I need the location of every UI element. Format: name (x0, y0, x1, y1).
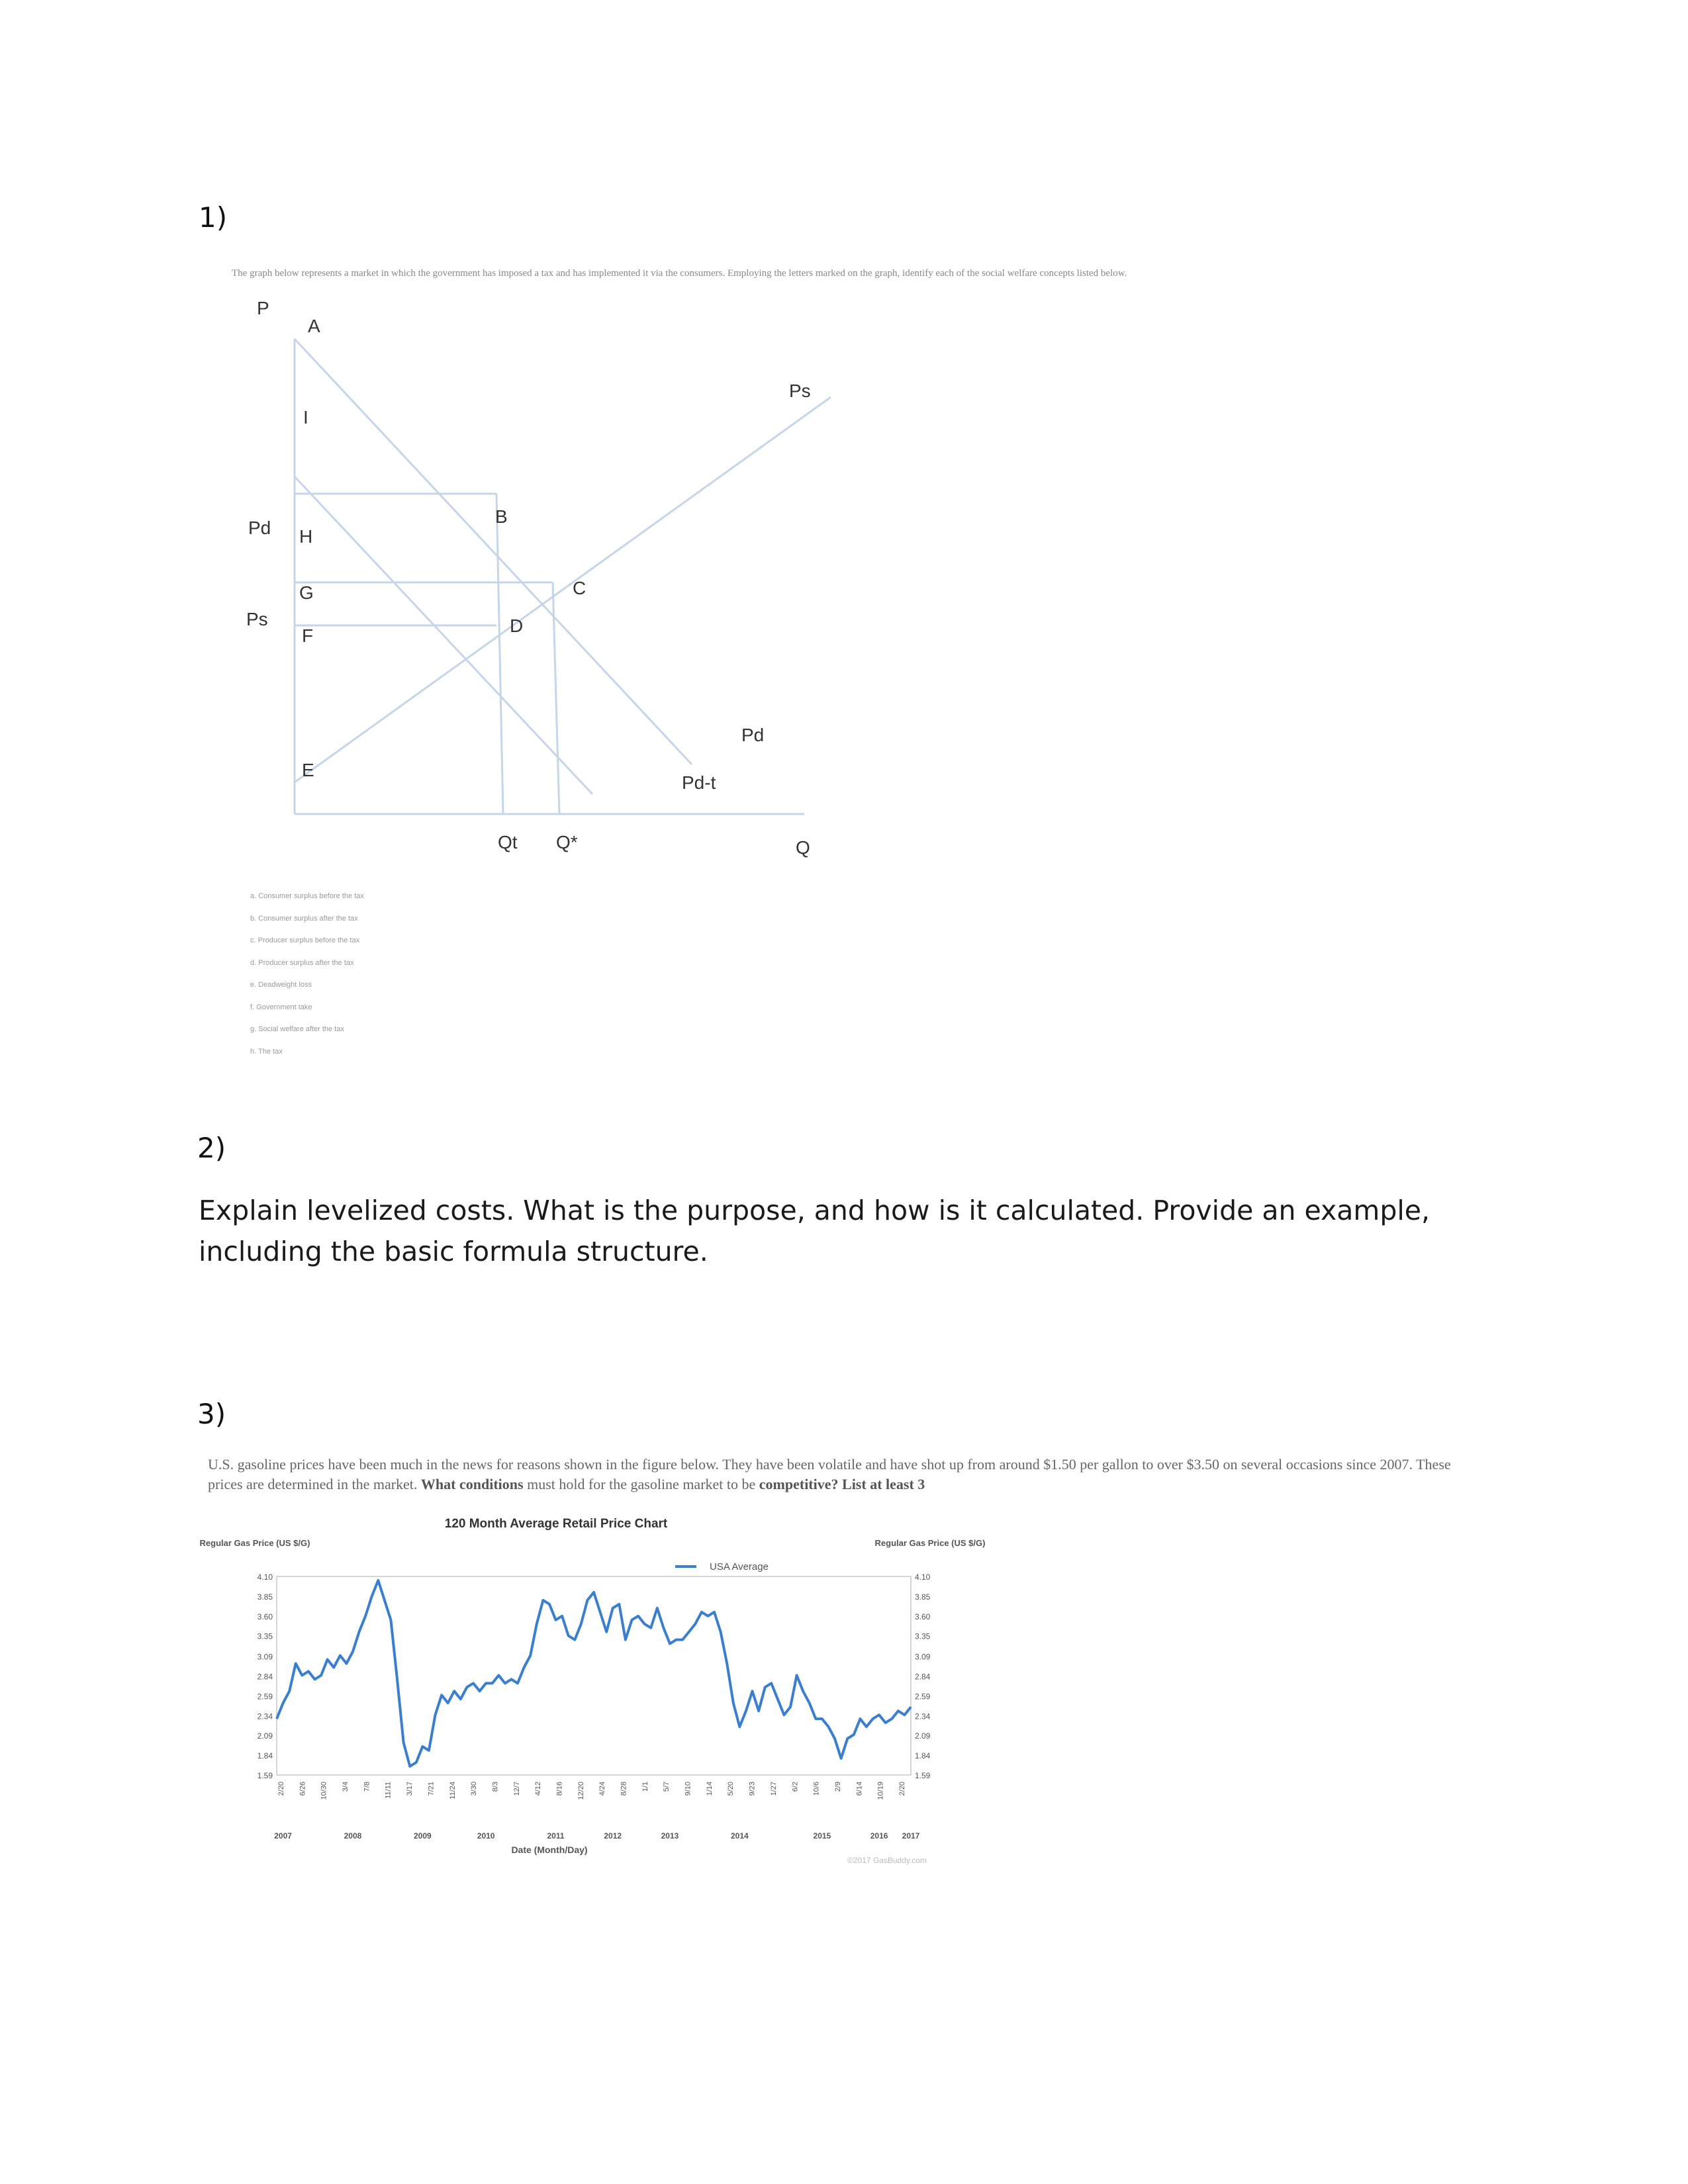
y-tick-label-right: 1.59 (915, 1771, 931, 1780)
y-tick-label-left: 4.10 (257, 1572, 273, 1582)
x-tick-label: 8/28 (620, 1782, 628, 1796)
y-ticks-left (258, 1572, 273, 1780)
y-tick-label-right: 3.35 (915, 1631, 931, 1641)
y-tick-label-right: 3.60 (915, 1612, 931, 1621)
x-tick-label: 11/11 (384, 1782, 393, 1799)
price-ps-label: Ps (246, 609, 268, 629)
x-year-label: 2008 (344, 1831, 362, 1841)
x-year-label: 2007 (274, 1831, 292, 1841)
x-year-labels (274, 1831, 919, 1841)
y-tick-label-left: 3.60 (257, 1612, 273, 1621)
x-year-label: 2015 (813, 1831, 831, 1841)
list-item: g. Social welfare after the tax (250, 1025, 344, 1033)
y-tick-label-right: 1.84 (915, 1751, 931, 1761)
x-tick-label: 9/23 (748, 1782, 757, 1796)
axis-q-label: Q (796, 837, 810, 858)
intro-bold-conditions: What conditions (420, 1476, 524, 1492)
x-tick-label: 4/24 (598, 1782, 607, 1796)
legend-label: USA Average (710, 1561, 769, 1572)
question-2-number: 2) (197, 1132, 226, 1164)
y-tick-label-right: 3.85 (915, 1592, 931, 1602)
y-axis-label-right: Regular Gas Price (US $/G) (874, 1538, 986, 1548)
intro-text: U.S. gasoline prices have been much in the news for reasons shown in the figure below. They have been volatile and have shot up from around $1.50 per gallon to over $3.50 on several occasions since 2007. These prices are determined in the market. (208, 1456, 1451, 1492)
point-f-label: F (302, 625, 314, 646)
x-tick-label: 4/12 (534, 1782, 543, 1796)
point-h-label: H (299, 526, 313, 547)
question-3-intro (208, 1455, 1479, 1494)
x-tick-label: 3/4 (342, 1782, 350, 1792)
demand-minus-tax-curve (295, 477, 592, 794)
welfare-concepts-list (250, 886, 364, 1063)
x-tick-label: 8/16 (555, 1782, 564, 1796)
x-tick-label: 12/20 (577, 1782, 585, 1800)
x-axis-label: Date (Month/Day) (511, 1844, 588, 1855)
list-item: d. Producer surplus after the tax (250, 958, 354, 967)
x-tick-label: 5/7 (663, 1782, 671, 1792)
y-tick-label-right: 2.34 (915, 1711, 931, 1721)
tax-incidence-graph (218, 291, 880, 874)
axis-p-label: P (257, 298, 269, 318)
x-tick-label: 12/7 (512, 1782, 521, 1796)
point-a-label: A (308, 316, 320, 336)
list-item: a. Consumer surplus before the tax (250, 892, 364, 900)
x-tick-label: 6/26 (299, 1782, 307, 1796)
curve-pdt-label: Pd-t (682, 772, 716, 793)
x-tick-label: 10/19 (876, 1782, 885, 1800)
gas-price-chart (199, 1509, 986, 1866)
point-c-label: C (573, 578, 586, 598)
point-d-label: D (510, 615, 524, 636)
list-item: f. Government take (250, 1003, 312, 1011)
x-tick-label: 10/6 (812, 1782, 821, 1796)
x-year-label: 2010 (477, 1831, 495, 1841)
list-item: b. Consumer surplus after the tax (250, 914, 358, 923)
x-year-label: 2016 (870, 1831, 888, 1841)
x-tick-label: 3/30 (470, 1782, 479, 1796)
x-tick-label: 2/20 (898, 1782, 906, 1796)
x-tick-label: 2/20 (277, 1782, 285, 1796)
y-tick-label-right: 4.10 (915, 1572, 931, 1582)
x-tick-label: 1/14 (705, 1782, 714, 1796)
y-tick-label-left: 2.34 (257, 1711, 273, 1721)
y-tick-label-right: 3.09 (915, 1652, 931, 1662)
point-b-label: B (495, 506, 508, 527)
chart-credit: ©2017 GasBuddy.com (847, 1856, 927, 1865)
x-tick-label: 5/20 (727, 1782, 735, 1796)
y-tick-label-left: 2.09 (257, 1731, 273, 1741)
x-year-label: 2014 (730, 1831, 749, 1841)
y-tick-label-left: 2.84 (257, 1672, 273, 1682)
y-tick-label-left: 2.59 (257, 1692, 273, 1702)
x-tick-label: 1/1 (641, 1782, 649, 1792)
plot-area (277, 1576, 911, 1775)
x-tick-label: 8/3 (491, 1782, 500, 1792)
x-tick-label: 6/2 (791, 1782, 800, 1792)
list-item: e. Deadweight loss (250, 981, 312, 989)
y-tick-label-left: 3.85 (257, 1592, 273, 1602)
question-3-number: 3) (197, 1398, 226, 1430)
y-tick-label-left: 3.35 (257, 1631, 273, 1641)
x-year-label: 2009 (413, 1831, 432, 1841)
x-tick-label: 7/21 (427, 1782, 436, 1796)
point-i-label: I (303, 407, 308, 428)
y-tick-label-left: 3.09 (257, 1652, 273, 1662)
chart-title: 120 Month Average Retail Price Chart (444, 1517, 668, 1531)
x-year-label: 2011 (547, 1831, 565, 1841)
curve-ps-label: Ps (789, 381, 811, 401)
price-pd-label: Pd (248, 518, 271, 538)
y-tick-label-right: 2.09 (915, 1731, 931, 1741)
qt-label: Qt (498, 832, 518, 852)
x-tick-label: 9/10 (684, 1782, 692, 1796)
list-item: c. Producer surplus before the tax (250, 936, 360, 944)
question-1-prompt: The graph below represents a market in which the government has imposed a tax and has implemented it via the consumers. Employing the letters marked on the graph, identify each of the social welfare concepts listed below. (232, 268, 1127, 279)
x-tick-label: 1/27 (769, 1782, 778, 1796)
x-tick-label: 11/24 (448, 1782, 457, 1799)
point-e-label: E (302, 760, 314, 780)
usa-average-line (277, 1580, 911, 1766)
x-tick-label: 2/9 (833, 1782, 842, 1792)
point-g-label: G (299, 582, 314, 603)
intro-text-mid: must hold for the gasoline market to be (523, 1476, 759, 1492)
qstar-quantity-line (553, 582, 559, 814)
y-axis-label-left: Regular Gas Price (US $/G) (199, 1538, 310, 1548)
x-year-label: 2013 (661, 1831, 679, 1841)
x-tick-label: 10/30 (320, 1782, 328, 1800)
x-year-label: 2017 (902, 1831, 920, 1841)
question-2-text: Explain levelized costs. What is the purpose, and how is it calculated. Provide an example, including the basic formula structure. (199, 1195, 1430, 1267)
y-ticks-right (915, 1572, 931, 1780)
curve-pd-label: Pd (741, 725, 765, 745)
x-tick-label: 7/8 (363, 1782, 371, 1792)
list-item: h. The tax (250, 1047, 283, 1056)
qt-quantity-line (496, 494, 503, 814)
question-1-number: 1) (199, 201, 228, 234)
y-tick-label-left: 1.59 (257, 1771, 273, 1780)
y-tick-label-right: 2.84 (915, 1672, 931, 1682)
y-tick-label-right: 2.59 (915, 1692, 931, 1702)
demand-curve (295, 339, 692, 764)
x-tick-label: 3/17 (406, 1782, 414, 1796)
qstar-label: Q* (556, 832, 578, 852)
intro-bold-competitive: competitive? List at least 3 (759, 1476, 925, 1492)
x-date-ticks (277, 1782, 906, 1800)
x-tick-label: 6/14 (855, 1782, 864, 1796)
y-tick-label-left: 1.84 (257, 1751, 273, 1761)
x-year-label: 2012 (604, 1831, 622, 1841)
